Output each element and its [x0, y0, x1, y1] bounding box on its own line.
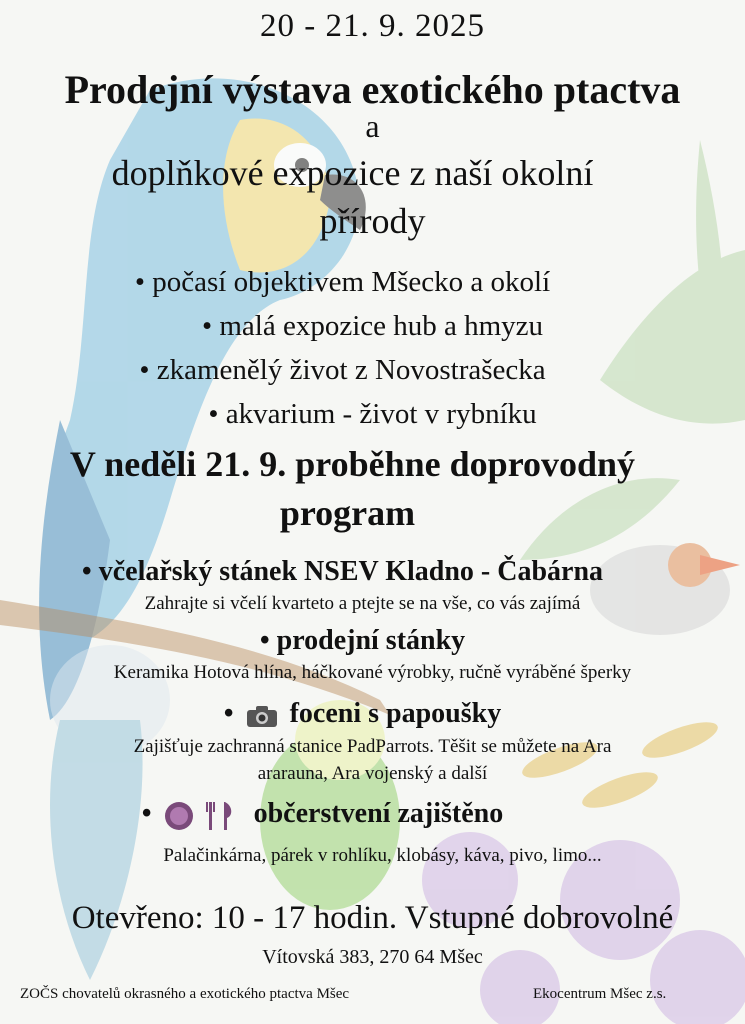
program-item-title: • prodejní stánky: [259, 625, 466, 656]
camera-icon: [245, 704, 279, 728]
program-item-bullet: •: [141, 798, 152, 829]
program-item-photo: [0, 698, 735, 730]
cup-cutlery-icon: [163, 800, 243, 832]
program-item-desc: Zahrajte si včelí kvarteto a ptejte se na vše, co vás zajímá: [144, 593, 581, 614]
program-item-desc: Palačinkárna, párek v rohlíku, klobásy, káva, pivo, limo...: [163, 845, 602, 866]
sunday-program-heading: V neděli 21. 9. proběhne doprovodný: [69, 444, 636, 484]
sunday-program-heading-2: program: [279, 493, 416, 533]
program-item-desc: Keramika Hotová hlína, háčkované výrobky, ručně vyráběné šperky: [113, 662, 632, 683]
event-title: Prodejní výstava exotického ptactva: [64, 67, 681, 112]
exhibit-item: • akvarium - život v rybníku: [208, 398, 537, 430]
organizer-left: ZOČS chovatelů okrasného a exotického ptactva Mšec: [20, 986, 350, 1002]
organizer-right: Ekocentrum Mšec z.s.: [533, 986, 667, 1002]
program-item-title: foceni s papoušky: [289, 698, 502, 729]
subtitle-line-1: doplňkové expozice z naší okolní: [111, 153, 594, 193]
exhibit-item: • malá expozice hub a hmyzu: [201, 310, 544, 342]
event-date: 20 - 21. 9. 2025: [260, 8, 485, 44]
program-item-bullet: •: [223, 698, 234, 729]
exhibit-item: • počasí objektivem Mšecko a okolí: [134, 266, 551, 298]
program-item-desc: Zajišťuje zachranná stanice PadParrots. Těšit se můžete na Ara: [133, 736, 612, 757]
opening-hours: Otevřeno: 10 - 17 hodin. Vstupné dobrovolné: [71, 900, 674, 936]
address: Vítovská 383, 270 64 Mšec: [262, 946, 483, 968]
subtitle-a: a: [365, 108, 380, 144]
program-item-title: • včelařský stánek NSEV Kladno - Čabárna: [81, 556, 604, 587]
subtitle-line-2: přírody: [319, 201, 426, 241]
program-item-title: občerstvení zajištěno: [253, 798, 504, 829]
exhibit-item: • zkamenělý život z Novostrašecka: [139, 354, 546, 386]
program-item-desc: ararauna, Ara vojenský a další: [257, 763, 488, 784]
program-item-refreshments: [0, 798, 695, 832]
